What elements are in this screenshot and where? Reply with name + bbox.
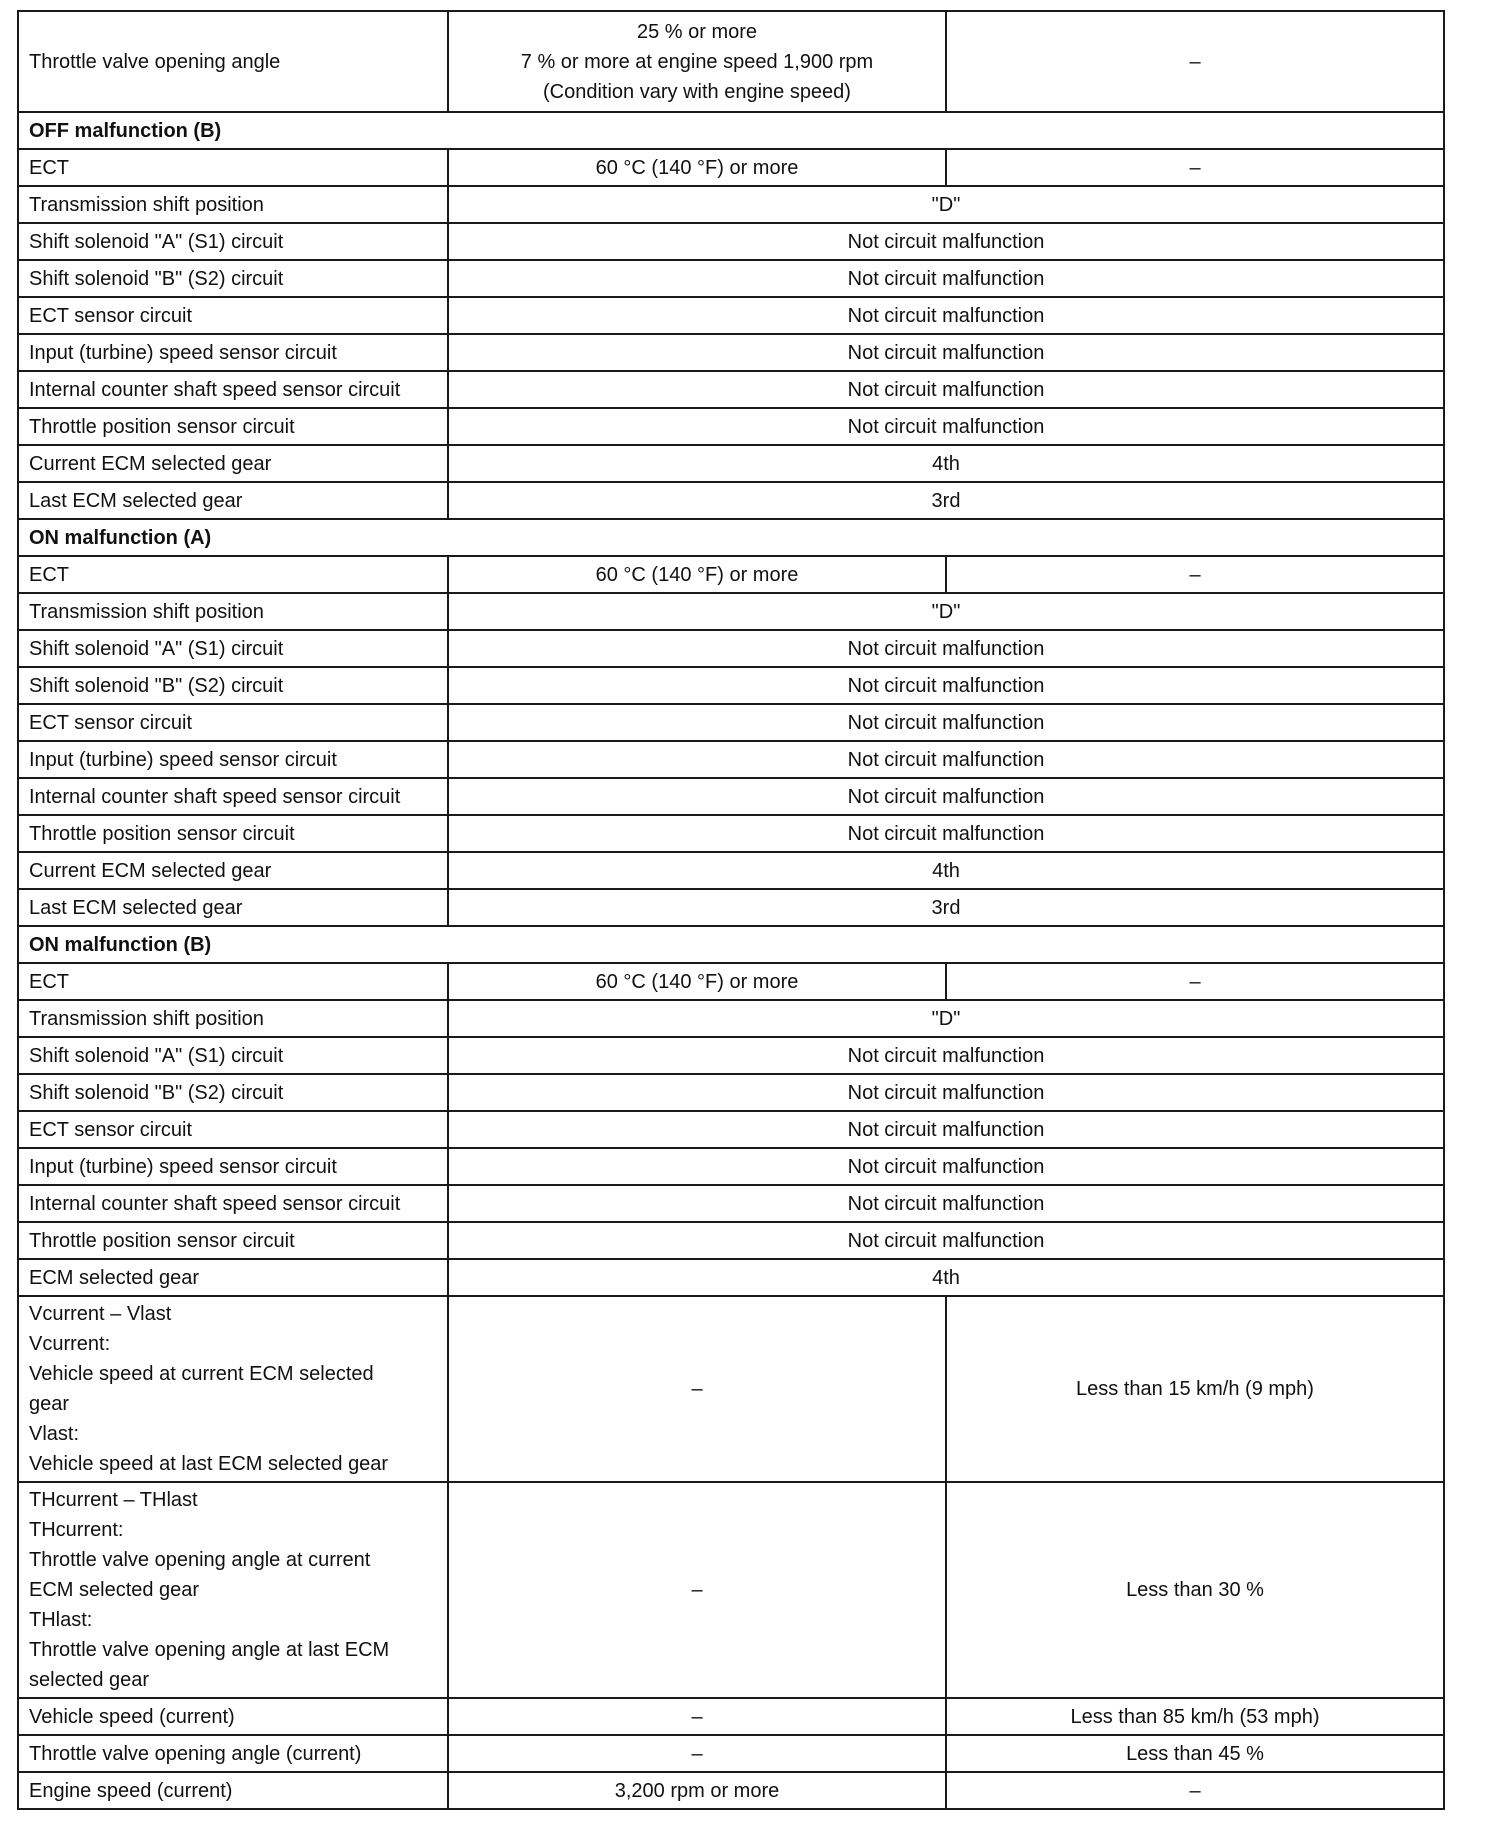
label-line: Vehicle speed at current ECM selected — [29, 1363, 374, 1385]
row-label: Vehicle speed (current) — [18, 1698, 448, 1735]
row-label: ECT sensor circuit — [18, 1111, 448, 1148]
table-row — [18, 1482, 1444, 1698]
row-value-1: 3,200 rpm or more — [448, 1772, 946, 1809]
row-value-2: – — [946, 556, 1444, 593]
row-value: Not circuit malfunction — [448, 1222, 1444, 1259]
value-line: (Condition vary with engine speed) — [543, 80, 851, 103]
table-row — [18, 630, 1444, 667]
table-row — [18, 482, 1444, 519]
row-value-1: – — [448, 1735, 946, 1772]
row-value-1: – — [448, 1482, 946, 1698]
row-label: Current ECM selected gear — [18, 852, 448, 889]
row-value: Not circuit malfunction — [448, 1148, 1444, 1185]
row-label: Engine speed (current) — [18, 1772, 448, 1809]
row-label: Shift solenoid "B" (S2) circuit — [18, 260, 448, 297]
table-row — [18, 778, 1444, 815]
label-line: Throttle valve opening angle at last ECM — [29, 1639, 390, 1661]
label-line: gear — [29, 1393, 70, 1415]
row-value: Not circuit malfunction — [448, 1074, 1444, 1111]
table-row — [18, 1185, 1444, 1222]
row-label: Shift solenoid "A" (S1) circuit — [18, 223, 448, 260]
row-value: "D" — [448, 593, 1444, 630]
table-row — [18, 223, 1444, 260]
row-value: 4th — [448, 1259, 1444, 1296]
row-value-1: – — [448, 1698, 946, 1735]
row-value-2: – — [946, 11, 1444, 112]
table-row — [18, 889, 1444, 926]
table-row — [18, 1735, 1444, 1772]
table-row — [18, 1074, 1444, 1111]
row-label: ECT — [18, 149, 448, 186]
row-value: Not circuit malfunction — [448, 223, 1444, 260]
table-row — [18, 963, 1444, 1000]
row-label: Throttle position sensor circuit — [18, 815, 448, 852]
label-line: Vlast: — [29, 1423, 80, 1445]
section-title: ON malfunction (B) — [18, 926, 1444, 963]
table-row — [18, 741, 1444, 778]
row-value: Not circuit malfunction — [448, 334, 1444, 371]
row-value: Not circuit malfunction — [448, 297, 1444, 334]
row-label: Throttle position sensor circuit — [18, 408, 448, 445]
row-label: ECT — [18, 556, 448, 593]
table-row — [18, 186, 1444, 223]
row-value: Not circuit malfunction — [448, 260, 1444, 297]
table-row — [18, 1698, 1444, 1735]
row-value: "D" — [448, 1000, 1444, 1037]
row-value: Not circuit malfunction — [448, 630, 1444, 667]
table-row — [18, 667, 1444, 704]
row-value: "D" — [448, 186, 1444, 223]
row-value-1: – — [448, 1296, 946, 1482]
label-line: THcurrent – THlast — [29, 1489, 198, 1511]
row-value: Not circuit malfunction — [448, 1185, 1444, 1222]
row-label: Shift solenoid "A" (S1) circuit — [18, 630, 448, 667]
row-label: Transmission shift position — [18, 593, 448, 630]
row-label: Transmission shift position — [18, 186, 448, 223]
row-value: 3rd — [448, 889, 1444, 926]
row-value: Not circuit malfunction — [448, 741, 1444, 778]
row-value: Not circuit malfunction — [448, 704, 1444, 741]
table-row — [18, 297, 1444, 334]
table-row — [18, 1148, 1444, 1185]
table-row — [18, 815, 1444, 852]
table-row — [18, 556, 1444, 593]
row-value-1: 60 °C (140 °F) or more — [448, 149, 946, 186]
row-value-1: 60 °C (140 °F) or more — [448, 963, 946, 1000]
table-row — [18, 260, 1444, 297]
row-label: Throttle position sensor circuit — [18, 1222, 448, 1259]
row-value-2: Less than 85 km/h (53 mph) — [946, 1698, 1444, 1735]
table-row — [18, 1772, 1444, 1809]
table-row — [18, 149, 1444, 186]
table-row — [18, 1111, 1444, 1148]
label-line: Vehicle speed at last ECM selected gear — [29, 1453, 389, 1475]
row-label: ECT — [18, 963, 448, 1000]
label-line: THlast: — [29, 1609, 93, 1631]
row-value-2: Less than 15 km/h (9 mph) — [946, 1296, 1444, 1482]
row-value: 4th — [448, 852, 1444, 889]
row-label: Internal counter shaft speed sensor circuit — [18, 1185, 448, 1222]
row-value-1: 60 °C (140 °F) or more — [448, 556, 946, 593]
table-row — [18, 408, 1444, 445]
row-value: Not circuit malfunction — [448, 778, 1444, 815]
row-label: Input (turbine) speed sensor circuit — [18, 741, 448, 778]
row-label: Input (turbine) speed sensor circuit — [18, 1148, 448, 1185]
label-line: selected gear — [29, 1669, 150, 1691]
row-label: Last ECM selected gear — [18, 889, 448, 926]
value-line: 25 % or more — [636, 20, 758, 43]
table-row — [18, 593, 1444, 630]
table-row — [18, 1037, 1444, 1074]
row-value: 3rd — [448, 482, 1444, 519]
row-label: Throttle valve opening angle (current) — [18, 1735, 448, 1772]
label-line: ECM selected gear — [29, 1579, 200, 1601]
row-label: ECT sensor circuit — [18, 297, 448, 334]
table-row — [18, 1222, 1444, 1259]
value-line: 7 % or more at engine speed 1,900 rpm — [520, 50, 874, 73]
section-header-row — [18, 926, 1444, 963]
label-line: THcurrent: — [29, 1519, 124, 1541]
row-value — [448, 11, 946, 112]
label-line: Vcurrent: — [29, 1333, 111, 1355]
row-label: Transmission shift position — [18, 1000, 448, 1037]
row-value: 4th — [448, 445, 1444, 482]
row-label: Internal counter shaft speed sensor circuit — [18, 371, 448, 408]
row-label: Throttle valve opening angle — [18, 11, 448, 112]
table-row — [18, 1000, 1444, 1037]
section-header-row — [18, 519, 1444, 556]
conditions-table — [17, 10, 1445, 1810]
table-row — [18, 334, 1444, 371]
row-value: Not circuit malfunction — [448, 1037, 1444, 1074]
table-row — [18, 704, 1444, 741]
row-value: Not circuit malfunction — [448, 371, 1444, 408]
row-label: Last ECM selected gear — [18, 482, 448, 519]
row-label: ECM selected gear — [18, 1259, 448, 1296]
row-value: Not circuit malfunction — [448, 408, 1444, 445]
table-row — [18, 1296, 1444, 1482]
row-value-2: – — [946, 963, 1444, 1000]
row-label — [18, 1482, 448, 1698]
row-value-2: – — [946, 1772, 1444, 1809]
row-value: Not circuit malfunction — [448, 1111, 1444, 1148]
row-label: Current ECM selected gear — [18, 445, 448, 482]
row-label: ECT sensor circuit — [18, 704, 448, 741]
table-row — [18, 371, 1444, 408]
row-value: Not circuit malfunction — [448, 667, 1444, 704]
row-value-2: Less than 30 % — [946, 1482, 1444, 1698]
row-label: Input (turbine) speed sensor circuit — [18, 334, 448, 371]
row-label: Internal counter shaft speed sensor circuit — [18, 778, 448, 815]
conditions-table-body — [18, 11, 1444, 1809]
row-label: Shift solenoid "B" (S2) circuit — [18, 667, 448, 704]
row-label: Shift solenoid "B" (S2) circuit — [18, 1074, 448, 1111]
row-value-2: Less than 45 % — [946, 1735, 1444, 1772]
table-row — [18, 445, 1444, 482]
table-row — [18, 11, 1444, 112]
label-line: Vcurrent – Vlast — [29, 1303, 172, 1325]
row-label: Shift solenoid "A" (S1) circuit — [18, 1037, 448, 1074]
row-value-2: – — [946, 149, 1444, 186]
row-label — [18, 1296, 448, 1482]
table-row — [18, 1259, 1444, 1296]
section-header-row — [18, 112, 1444, 149]
label-line: Throttle valve opening angle at current — [29, 1549, 371, 1571]
table-row — [18, 852, 1444, 889]
section-title: OFF malfunction (B) — [18, 112, 1444, 149]
row-value: Not circuit malfunction — [448, 815, 1444, 852]
section-title: ON malfunction (A) — [18, 519, 1444, 556]
